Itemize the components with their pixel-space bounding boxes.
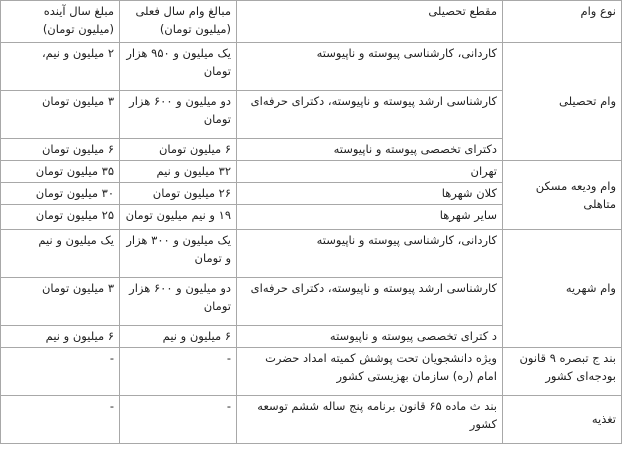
table-row <box>1 43 622 91</box>
level-cell: کارشناسی ارشد پیوسته و ناپیوسته، دکترای حرفه‌ای <box>237 278 503 326</box>
current-amount-cell: ۳۲ میلیون و نیم <box>120 161 237 183</box>
current-amount-cell: یک میلیون و ۳۰۰ هزار و تومان <box>120 230 237 278</box>
header-level: مقطع تحصیلی <box>237 1 503 43</box>
next-amount-cell: ۲۵ میلیون تومان <box>1 205 120 230</box>
current-amount-cell: دو میلیون و ۶۰۰ هزار تومان <box>120 91 237 139</box>
current-amount-cell: ۱۹ و نیم میلیون تومان <box>120 205 237 230</box>
next-amount-cell: ۳۵ میلیون تومان <box>1 161 120 183</box>
nutrition-label: تغذیه <box>503 396 622 444</box>
level-cell: کاردانی، کارشناسی پیوسته و ناپیوسته <box>237 43 503 91</box>
current-amount-cell: دو میلیون و ۶۰۰ هزار تومان <box>120 278 237 326</box>
next-amount-cell: ۳ میلیون تومان <box>1 91 120 139</box>
current-amount-cell: - <box>120 348 237 396</box>
next-amount-cell: یک میلیون و نیم <box>1 230 120 278</box>
current-amount-cell: ۶ میلیون و نیم <box>120 326 237 348</box>
next-amount-cell: - <box>1 348 120 396</box>
current-amount-cell: - <box>120 396 237 444</box>
header-loan-type: نوع وام <box>503 1 622 43</box>
level-cell: کلان شهرها <box>237 183 503 205</box>
level-cell: دکترای تخصصی پیوسته و ناپیوسته <box>237 139 503 161</box>
next-amount-cell: ۳ میلیون تومان <box>1 278 120 326</box>
next-amount-cell: ۳۰ میلیون تومان <box>1 183 120 205</box>
next-amount-cell: ۲ میلیون و نیم، <box>1 43 120 91</box>
header-row <box>1 1 622 43</box>
level-cell: بند ث ماده ۶۵ قانون برنامه پنج ساله ششم توسعه کشور <box>237 396 503 444</box>
table-row <box>1 348 622 396</box>
level-cell: کاردانی، کارشناسی پیوسته و ناپیوسته <box>237 230 503 278</box>
level-cell: د کترای تخصصی پیوسته و ناپیوسته <box>237 326 503 348</box>
header-next-amount: مبلغ سال آینده (میلیون تومان) <box>1 1 120 43</box>
budget-clause-label: بند ج تبصره ۹ قانون بودجه‌ای کشور <box>503 348 622 396</box>
level-cell: کارشناسی ارشد پیوسته و ناپیوسته، دکترای حرفه‌ای <box>237 91 503 139</box>
table-row <box>1 161 622 183</box>
next-amount-cell: ۶ میلیون تومان <box>1 139 120 161</box>
next-amount-cell: ۶ میلیون و نیم <box>1 326 120 348</box>
tuition-loan-label: وام شهریه <box>503 230 622 348</box>
level-cell: سایر شهرها <box>237 205 503 230</box>
table-row <box>1 396 622 444</box>
housing-loan-label: وام ودیعه مسکن متاهلی <box>503 161 622 230</box>
next-amount-cell: - <box>1 396 120 444</box>
level-cell: تهران <box>237 161 503 183</box>
current-amount-cell: ۶ میلیون تومان <box>120 139 237 161</box>
education-loan-label: وام تحصیلی <box>503 43 622 161</box>
header-current-amount: مبالغ وام سال فعلی (میلیون تومان) <box>120 1 237 43</box>
table-row <box>1 230 622 278</box>
current-amount-cell: ۲۶ میلیون تومان <box>120 183 237 205</box>
current-amount-cell: یک میلیون و ۹۵۰ هزار تومان <box>120 43 237 91</box>
level-cell: ویژه دانشجویان تحت پوشش کمیته امداد حضرت امام (ره) سازمان بهزیستی کشور <box>237 348 503 396</box>
